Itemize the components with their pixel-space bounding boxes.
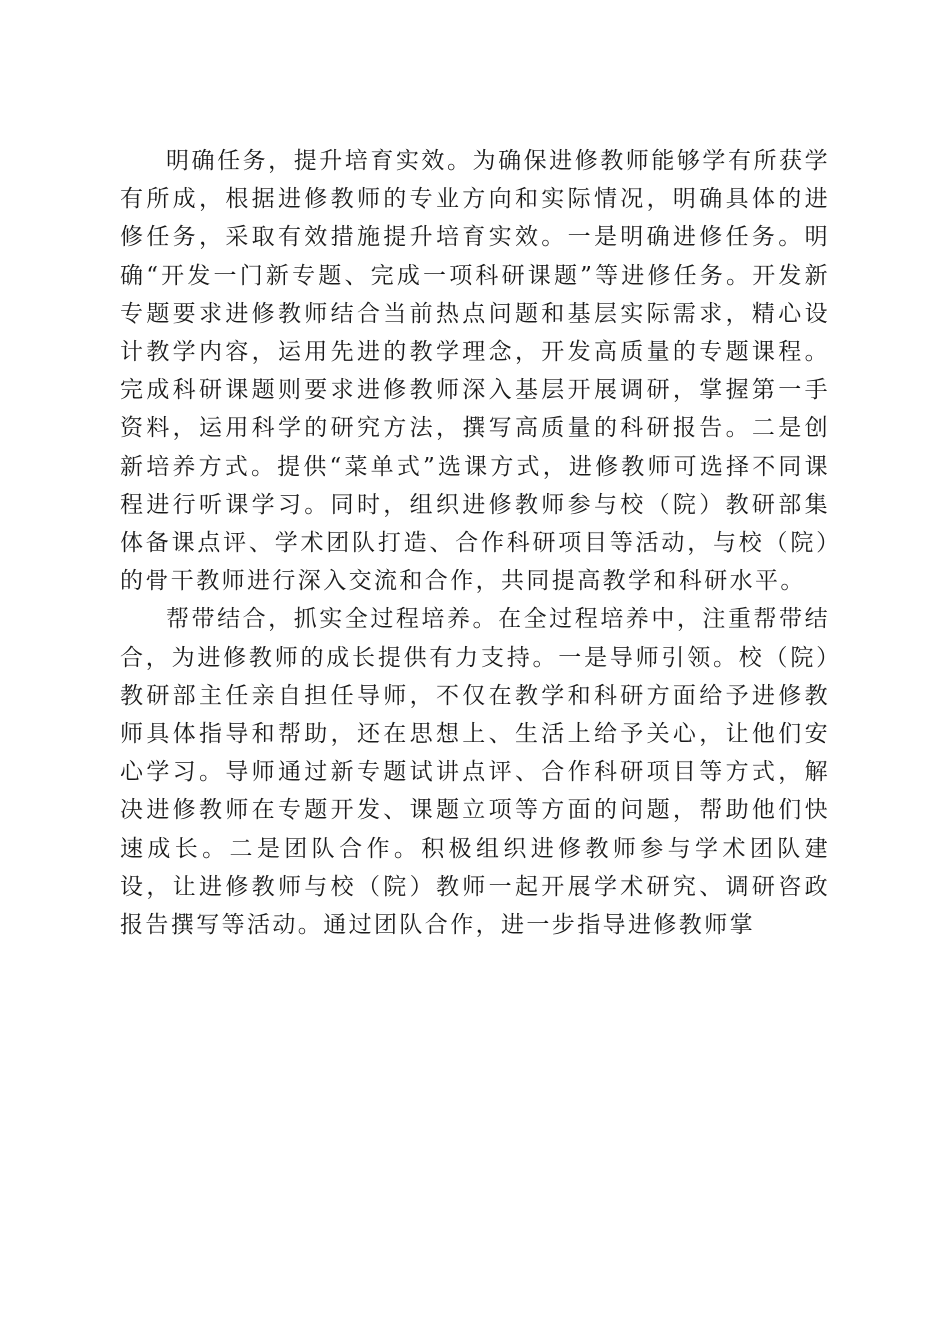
paragraph-task-clarification: 明确任务，提升培育实效。为确保进修教师能够学有所获学有所成，根据进修教师的专业方向和实际情况，明确具体的进修任务，采取有效措施提升培育实效。一是明确进修任务。明确“开发一门新专题、完成一项科研课题”等进修任务。开发新专题要求进修教师结合当前热点问题和基层实际需求，精心设计教学内容，运用先进的教学理念，开发高质量的专题课程。完成科研课题则要求进修教师深入基层开展调研，掌握第一手资料，运用科学的研究方法，撰写高质量的科研报告。二是创新培养方式。提供“菜单式”选课方式，进修教师可选择不同课程进行听课学习。同时，组织进修教师参与校（院）教研部集体备课点评、学术团队打造、合作科研项目等活动，与校（院）的骨干教师进行深入交流和合作，共同提高教学和科研水平。 [120,148,830,595]
document-body [120,142,830,944]
paragraph-mentoring: 帮带结合，抓实全过程培养。在全过程培养中，注重帮带结合，为进修教师的成长提供有力支持。一是导师引领。校（院）教研部主任亲自担任导师，不仅在教学和科研方面给予进修教师具体指导和帮助，还在思想上、生活上给予关心，让他们安心学习。导师通过新专题试讲点评、合作科研项目等方式，解决进修教师在专题开发、课题立项等方面的问题，帮助他们快速成长。二是团队合作。积极组织进修教师参与学术团队建设，让进修教师与校（院）教师一起开展学术研究、调研咨政报告撰写等活动。通过团队合作，进一步指导进修教师掌 [120,606,830,939]
